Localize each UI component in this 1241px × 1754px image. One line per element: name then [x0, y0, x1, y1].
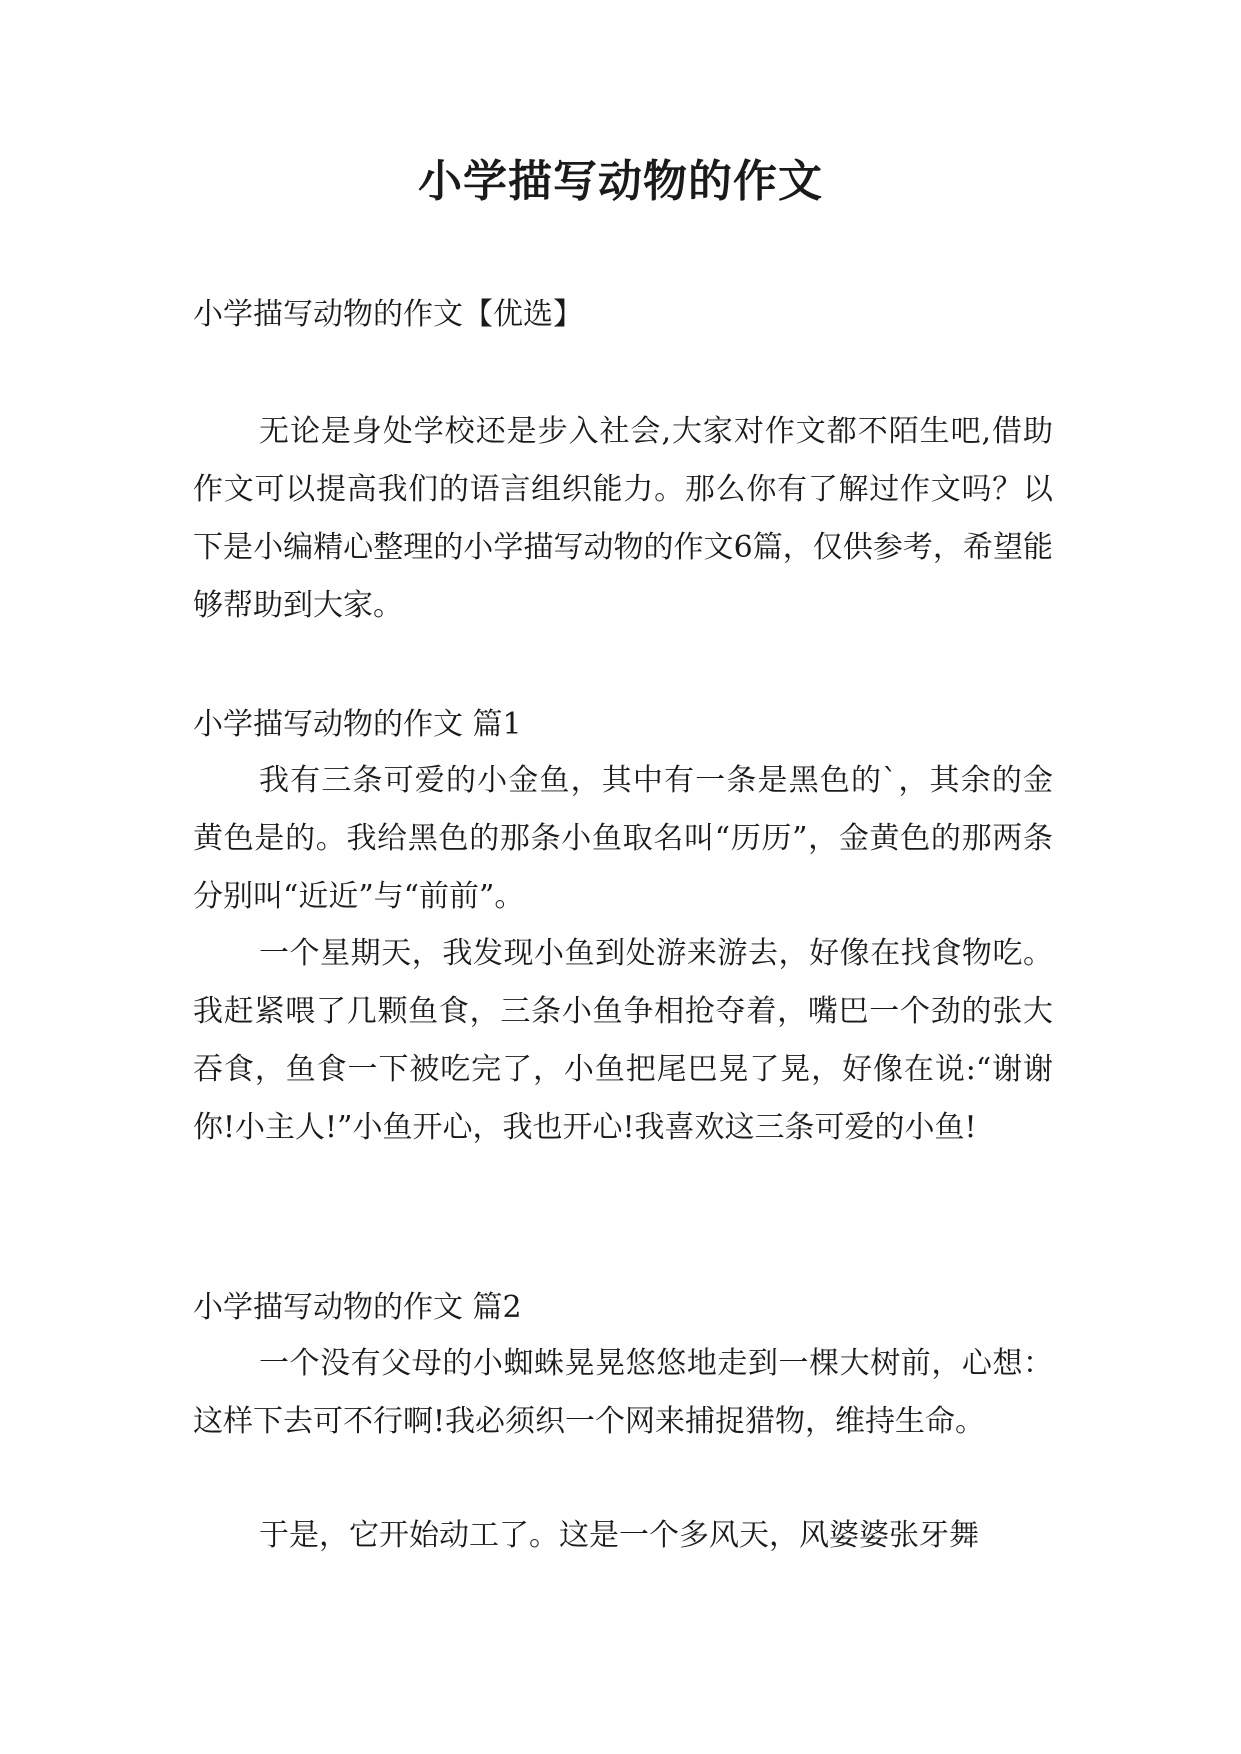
section-1-paragraph-2: 一个星期天，我发现小鱼到处游来游去，好像在找食物吃。我赶紧喂了几颗鱼食，三条小鱼争相抢夺着，嘴巴一个劲的张大吞食，鱼食一下被吃完了，小鱼把尾巴晃了晃，好像在说:“谢谢你!小主人!”小鱼开心，我也开心!我喜欢这三条可爱的小鱼! [193, 936, 1053, 1145]
section-heading-1: 小学描写动物的作文 篇1 [193, 707, 522, 742]
document-title: 小学描写动物的作文 [418, 156, 823, 207]
section-2-paragraph-1: 一个没有父母的小蜘蛛晃晃悠悠地走到一棵大树前，心想：这样下去可不行啊!我必须织一个网来捕捉猎物，维持生命。 [193, 1346, 1053, 1439]
intro-paragraph: 无论是身处学校还是步入社会,大家对作文都不陌生吧,借助作文可以提高我们的语言组织能力。那么你有了解过作文吗？以下是小编精心整理的小学描写动物的作文6篇，仅供参考，希望能够帮助到大家。 [193, 414, 1053, 623]
section-2-paragraph-2: 于是，它开始动工了。这是一个多风天，风婆婆张牙舞 [259, 1518, 979, 1553]
section-heading-2: 小学描写动物的作文 篇2 [193, 1290, 522, 1325]
document-subtitle: 小学描写动物的作文【优选】 [193, 297, 583, 332]
section-1-paragraph-1: 我有三条可爱的小金鱼，其中有一条是黑色的`，其余的金黄色是的。我给黑色的那条小鱼取名叫“历历”，金黄色的那两条分别叫“近近”与“前前”。 [193, 763, 1053, 914]
